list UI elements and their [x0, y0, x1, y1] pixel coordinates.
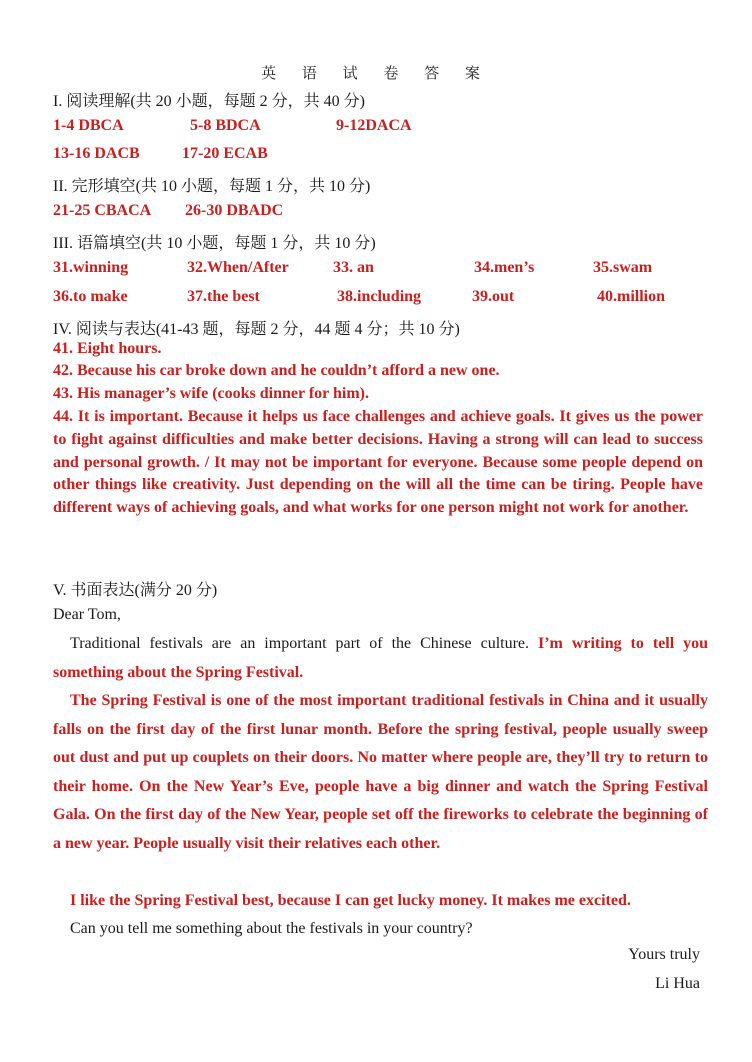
letter-closing: Yours truly [628, 946, 700, 963]
answer-39: 39.out [472, 288, 515, 305]
letter-signature: Li Hua [655, 975, 700, 992]
section-3-heading: III. 语篇填空(共 10 小题，每题 1 分，共 10 分) [53, 235, 376, 252]
letter-greeting: Dear Tom, [53, 606, 121, 623]
answer-44: 44. It is important. Because it helps us face challenges and achieve goals. It gives us the power to fight against difficulties and make better decisions. Having a strong will can lead to success and personal growth. / It may not be important for everyone. Because some people depend on other things like creativity. Just depending on the will all the time can be tiring. People have different ways of achieving goals, and what works for one person might not work for another. [53, 408, 703, 517]
answer-42: 42. Because his car broke down and he couldn’t afford a new one. [53, 362, 500, 379]
answer-38: 38.including [337, 288, 422, 305]
answer-34: 34.men’s [474, 259, 535, 276]
answer-32: 32.When/After [187, 259, 289, 276]
letter-paragraph-1 [53, 630, 708, 687]
answer-37: 37.the best [187, 288, 260, 305]
answer-41: 41. Eight hours. [53, 340, 162, 357]
section-2-heading: II. 完形填空(共 10 小题，每题 1 分，共 10 分) [53, 178, 371, 195]
section-5-heading: V. 书面表达(满分 20 分) [53, 582, 218, 599]
answer-21-25: 21-25 CBACA [53, 202, 152, 219]
answer-31: 31.winning [53, 259, 129, 276]
answer-43: 43. His manager’s wife (cooks dinner for him). [53, 385, 369, 402]
letter-purpose-sentence: I’m writing to tell you something about the Spring Festival. [53, 635, 709, 681]
answer-40: 40.million [597, 288, 666, 305]
answer-26-30: 26-30 DBADC [185, 202, 284, 219]
answer-35: 35.swam [593, 259, 653, 276]
answer-9-12: 9-12DACA [336, 117, 412, 134]
answer-33: 33. an [333, 259, 374, 276]
section-1-heading: I. 阅读理解(共 20 小题，每题 2 分，共 40 分) [53, 93, 365, 110]
answer-1-4: 1-4 DBCA [53, 117, 124, 134]
page-title: 英 语 试 卷 答 案 [261, 66, 491, 82]
letter-paragraph-3: I like the Spring Festival best, because I can get lucky money. It makes me excited. [70, 892, 631, 909]
letter-paragraph-2: The Spring Festival is one of the most important traditional festivals in China and it usually falls on the first day of the first lunar month. Before the spring festival, people usually sweep out dust and put up couplets on their doors. No matter where people are, they’ll try to return to their home. On the New Year’s Eve, people have a big dinner and watch the Spring Festival Gala. On the first day of the New Year, people set off the fireworks to celebrate the beginning of a new year. People usually visit their relatives each other. [53, 692, 708, 852]
section-4-heading: IV. 阅读与表达(41-43 题，每题 2 分，44 题 4 分；共 10 分) [53, 321, 460, 338]
answer-17-20: 17-20 ECAB [182, 145, 268, 162]
answer-5-8: 5-8 BDCA [190, 117, 261, 134]
answer-13-16: 13-16 DACB [53, 145, 140, 162]
letter-opening-sentence: Traditional festivals are an important part of the Chinese culture. [70, 635, 530, 652]
answer-36: 36.to make [53, 288, 128, 305]
letter-paragraph-4: Can you tell me something about the festivals in your country? [70, 920, 473, 937]
